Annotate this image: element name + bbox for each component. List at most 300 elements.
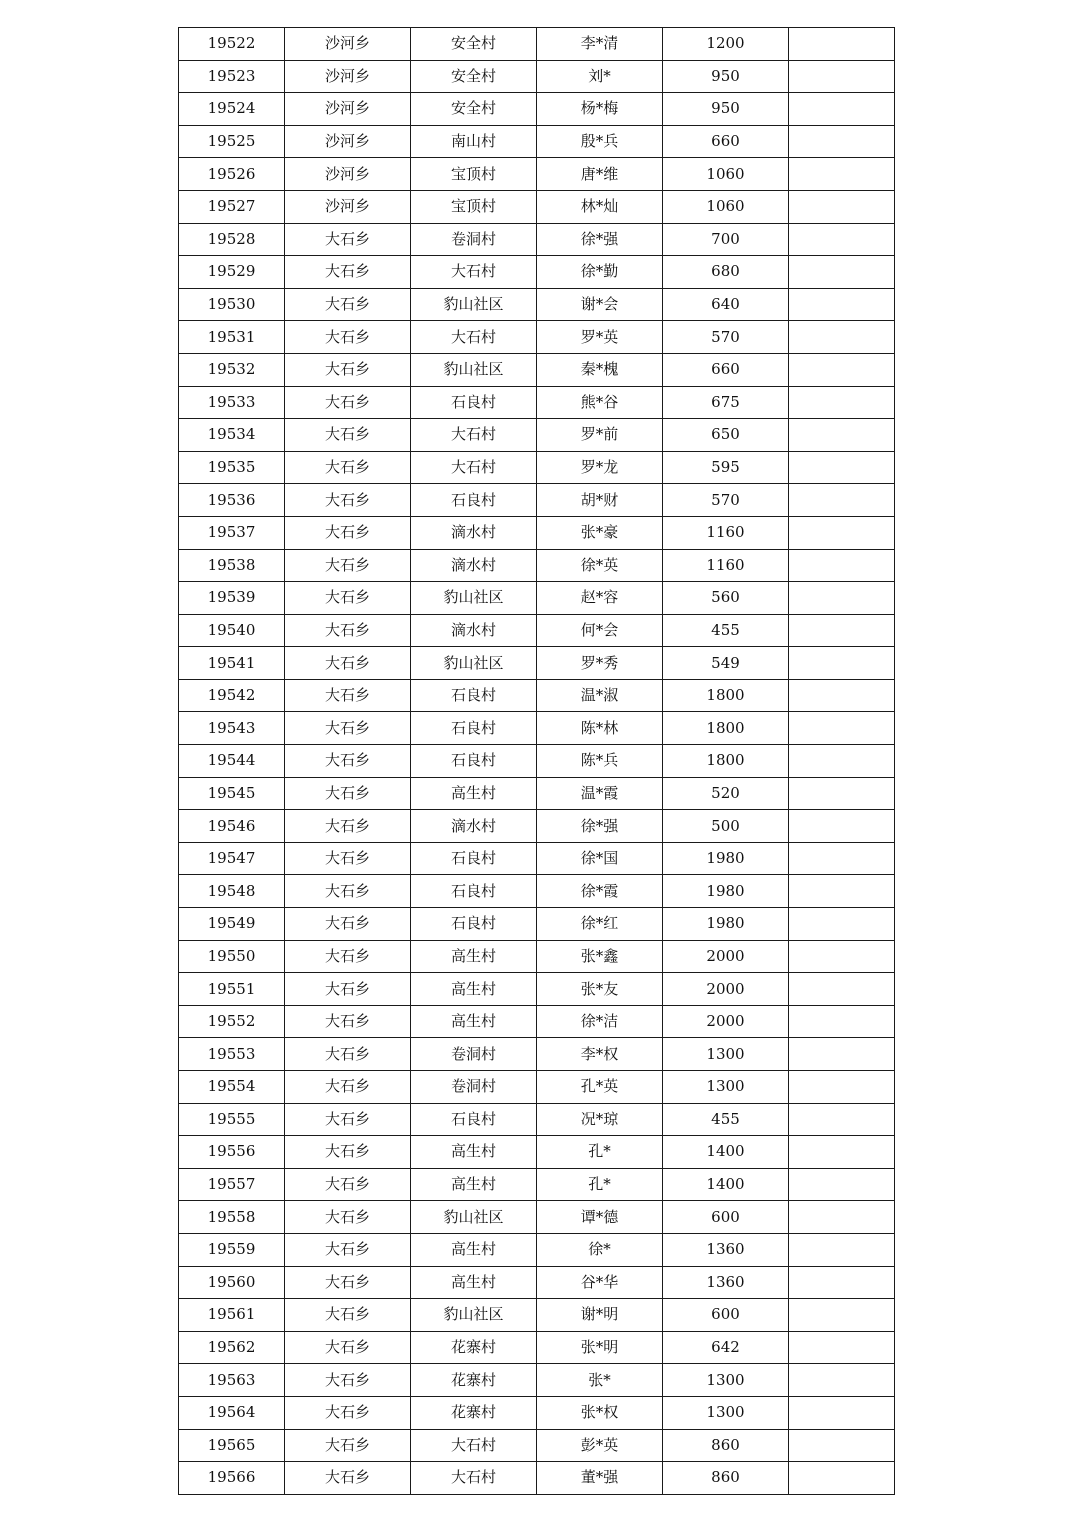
village-cell: 石良村 bbox=[411, 875, 537, 908]
name-cell: 杨*梅 bbox=[537, 93, 663, 126]
table-row bbox=[179, 745, 895, 778]
village-cell: 安全村 bbox=[411, 60, 537, 93]
serial-number-cell: 19553 bbox=[179, 1038, 285, 1071]
village-cell: 花寨村 bbox=[411, 1396, 537, 1429]
table-row bbox=[179, 353, 895, 386]
name-cell: 谢*明 bbox=[537, 1299, 663, 1332]
amount-cell: 1300 bbox=[663, 1038, 789, 1071]
amount-cell: 570 bbox=[663, 321, 789, 354]
amount-cell: 1160 bbox=[663, 516, 789, 549]
name-cell: 孔* bbox=[537, 1168, 663, 1201]
township-cell: 沙河乡 bbox=[285, 125, 411, 158]
table-row bbox=[179, 679, 895, 712]
table-row bbox=[179, 516, 895, 549]
name-cell: 陈*林 bbox=[537, 712, 663, 745]
remark-cell bbox=[789, 614, 895, 647]
amount-cell: 675 bbox=[663, 386, 789, 419]
remark-cell bbox=[789, 190, 895, 223]
name-cell: 张*明 bbox=[537, 1331, 663, 1364]
township-cell: 大石乡 bbox=[285, 1005, 411, 1038]
township-cell: 大石乡 bbox=[285, 1038, 411, 1071]
serial-number-cell: 19542 bbox=[179, 679, 285, 712]
name-cell: 胡*财 bbox=[537, 484, 663, 517]
serial-number-cell: 19563 bbox=[179, 1364, 285, 1397]
amount-cell: 2000 bbox=[663, 940, 789, 973]
serial-number-cell: 19537 bbox=[179, 516, 285, 549]
amount-cell: 2000 bbox=[663, 973, 789, 1006]
name-cell: 殷*兵 bbox=[537, 125, 663, 158]
serial-number-cell: 19562 bbox=[179, 1331, 285, 1364]
name-cell: 何*会 bbox=[537, 614, 663, 647]
table-row bbox=[179, 288, 895, 321]
village-cell: 石良村 bbox=[411, 386, 537, 419]
table-row bbox=[179, 940, 895, 973]
table-row bbox=[179, 842, 895, 875]
table-row bbox=[179, 875, 895, 908]
name-cell: 温*淑 bbox=[537, 679, 663, 712]
serial-number-cell: 19565 bbox=[179, 1429, 285, 1462]
village-cell: 卷洞村 bbox=[411, 1038, 537, 1071]
remark-cell bbox=[789, 745, 895, 778]
remark-cell bbox=[789, 1396, 895, 1429]
township-cell: 大石乡 bbox=[285, 516, 411, 549]
table-row bbox=[179, 908, 895, 941]
table-row bbox=[179, 93, 895, 126]
serial-number-cell: 19528 bbox=[179, 223, 285, 256]
village-cell: 石良村 bbox=[411, 679, 537, 712]
table-body bbox=[179, 28, 895, 1495]
serial-number-cell: 19527 bbox=[179, 190, 285, 223]
remark-cell bbox=[789, 1331, 895, 1364]
remark-cell bbox=[789, 1005, 895, 1038]
table-row bbox=[179, 1103, 895, 1136]
table-row bbox=[179, 419, 895, 452]
serial-number-cell: 19522 bbox=[179, 28, 285, 61]
amount-cell: 1980 bbox=[663, 875, 789, 908]
serial-number-cell: 19543 bbox=[179, 712, 285, 745]
name-cell: 况*琼 bbox=[537, 1103, 663, 1136]
village-cell: 石良村 bbox=[411, 1103, 537, 1136]
village-cell: 高生村 bbox=[411, 973, 537, 1006]
subsidy-list-table bbox=[178, 27, 895, 1495]
remark-cell bbox=[789, 353, 895, 386]
remark-cell bbox=[789, 810, 895, 843]
serial-number-cell: 19525 bbox=[179, 125, 285, 158]
name-cell: 林*灿 bbox=[537, 190, 663, 223]
amount-cell: 1060 bbox=[663, 190, 789, 223]
table-row bbox=[179, 321, 895, 354]
table-row bbox=[179, 614, 895, 647]
amount-cell: 1160 bbox=[663, 549, 789, 582]
village-cell: 卷洞村 bbox=[411, 223, 537, 256]
name-cell: 张*豪 bbox=[537, 516, 663, 549]
remark-cell bbox=[789, 875, 895, 908]
village-cell: 卷洞村 bbox=[411, 1071, 537, 1104]
village-cell: 石良村 bbox=[411, 908, 537, 941]
village-cell: 豹山社区 bbox=[411, 647, 537, 680]
amount-cell: 860 bbox=[663, 1462, 789, 1495]
remark-cell bbox=[789, 516, 895, 549]
remark-cell bbox=[789, 386, 895, 419]
amount-cell: 660 bbox=[663, 125, 789, 158]
table-row bbox=[179, 1038, 895, 1071]
amount-cell: 1980 bbox=[663, 842, 789, 875]
remark-cell bbox=[789, 1103, 895, 1136]
township-cell: 大石乡 bbox=[285, 679, 411, 712]
township-cell: 大石乡 bbox=[285, 353, 411, 386]
township-cell: 大石乡 bbox=[285, 223, 411, 256]
table-row bbox=[179, 1299, 895, 1332]
remark-cell bbox=[789, 712, 895, 745]
name-cell: 徐*强 bbox=[537, 223, 663, 256]
table-row bbox=[179, 582, 895, 615]
remark-cell bbox=[789, 223, 895, 256]
village-cell: 滴水村 bbox=[411, 614, 537, 647]
village-cell: 大石村 bbox=[411, 321, 537, 354]
township-cell: 大石乡 bbox=[285, 842, 411, 875]
remark-cell bbox=[789, 288, 895, 321]
amount-cell: 1060 bbox=[663, 158, 789, 191]
name-cell: 彭*英 bbox=[537, 1429, 663, 1462]
township-cell: 大石乡 bbox=[285, 419, 411, 452]
remark-cell bbox=[789, 158, 895, 191]
township-cell: 大石乡 bbox=[285, 777, 411, 810]
village-cell: 宝顶村 bbox=[411, 158, 537, 191]
remark-cell bbox=[789, 549, 895, 582]
village-cell: 石良村 bbox=[411, 484, 537, 517]
township-cell: 沙河乡 bbox=[285, 28, 411, 61]
amount-cell: 1800 bbox=[663, 712, 789, 745]
township-cell: 大石乡 bbox=[285, 810, 411, 843]
serial-number-cell: 19531 bbox=[179, 321, 285, 354]
amount-cell: 1980 bbox=[663, 908, 789, 941]
village-cell: 南山村 bbox=[411, 125, 537, 158]
serial-number-cell: 19556 bbox=[179, 1136, 285, 1169]
table-row bbox=[179, 386, 895, 419]
serial-number-cell: 19547 bbox=[179, 842, 285, 875]
serial-number-cell: 19541 bbox=[179, 647, 285, 680]
township-cell: 大石乡 bbox=[285, 1396, 411, 1429]
township-cell: 大石乡 bbox=[285, 1331, 411, 1364]
remark-cell bbox=[789, 940, 895, 973]
serial-number-cell: 19532 bbox=[179, 353, 285, 386]
serial-number-cell: 19554 bbox=[179, 1071, 285, 1104]
table-row bbox=[179, 1071, 895, 1104]
remark-cell bbox=[789, 1233, 895, 1266]
village-cell: 大石村 bbox=[411, 1429, 537, 1462]
name-cell: 陈*兵 bbox=[537, 745, 663, 778]
township-cell: 大石乡 bbox=[285, 1462, 411, 1495]
village-cell: 滴水村 bbox=[411, 810, 537, 843]
table-row bbox=[179, 1429, 895, 1462]
name-cell: 秦*槐 bbox=[537, 353, 663, 386]
amount-cell: 642 bbox=[663, 1331, 789, 1364]
village-cell: 花寨村 bbox=[411, 1331, 537, 1364]
serial-number-cell: 19534 bbox=[179, 419, 285, 452]
name-cell: 董*强 bbox=[537, 1462, 663, 1495]
name-cell: 罗*龙 bbox=[537, 451, 663, 484]
table-row bbox=[179, 1168, 895, 1201]
name-cell: 张*鑫 bbox=[537, 940, 663, 973]
village-cell: 滴水村 bbox=[411, 549, 537, 582]
name-cell: 谭*德 bbox=[537, 1201, 663, 1234]
village-cell: 高生村 bbox=[411, 1005, 537, 1038]
serial-number-cell: 19538 bbox=[179, 549, 285, 582]
amount-cell: 700 bbox=[663, 223, 789, 256]
amount-cell: 1300 bbox=[663, 1071, 789, 1104]
amount-cell: 950 bbox=[663, 60, 789, 93]
village-cell: 豹山社区 bbox=[411, 1201, 537, 1234]
serial-number-cell: 19566 bbox=[179, 1462, 285, 1495]
table-row bbox=[179, 810, 895, 843]
table-row bbox=[179, 647, 895, 680]
amount-cell: 2000 bbox=[663, 1005, 789, 1038]
village-cell: 大石村 bbox=[411, 1462, 537, 1495]
township-cell: 大石乡 bbox=[285, 256, 411, 289]
village-cell: 安全村 bbox=[411, 28, 537, 61]
name-cell: 孔* bbox=[537, 1136, 663, 1169]
table-row bbox=[179, 190, 895, 223]
village-cell: 大石村 bbox=[411, 419, 537, 452]
village-cell: 豹山社区 bbox=[411, 582, 537, 615]
amount-cell: 570 bbox=[663, 484, 789, 517]
township-cell: 大石乡 bbox=[285, 1136, 411, 1169]
serial-number-cell: 19552 bbox=[179, 1005, 285, 1038]
remark-cell bbox=[789, 582, 895, 615]
name-cell: 熊*谷 bbox=[537, 386, 663, 419]
table-row bbox=[179, 1331, 895, 1364]
table-row bbox=[179, 1233, 895, 1266]
name-cell: 谷*华 bbox=[537, 1266, 663, 1299]
serial-number-cell: 19536 bbox=[179, 484, 285, 517]
name-cell: 李*清 bbox=[537, 28, 663, 61]
amount-cell: 1800 bbox=[663, 745, 789, 778]
amount-cell: 520 bbox=[663, 777, 789, 810]
serial-number-cell: 19526 bbox=[179, 158, 285, 191]
remark-cell bbox=[789, 125, 895, 158]
township-cell: 大石乡 bbox=[285, 321, 411, 354]
remark-cell bbox=[789, 1462, 895, 1495]
township-cell: 大石乡 bbox=[285, 712, 411, 745]
township-cell: 大石乡 bbox=[285, 582, 411, 615]
name-cell: 罗*前 bbox=[537, 419, 663, 452]
amount-cell: 600 bbox=[663, 1299, 789, 1332]
serial-number-cell: 19551 bbox=[179, 973, 285, 1006]
remark-cell bbox=[789, 28, 895, 61]
name-cell: 李*权 bbox=[537, 1038, 663, 1071]
name-cell: 罗*英 bbox=[537, 321, 663, 354]
township-cell: 大石乡 bbox=[285, 549, 411, 582]
name-cell: 温*霞 bbox=[537, 777, 663, 810]
township-cell: 沙河乡 bbox=[285, 93, 411, 126]
serial-number-cell: 19544 bbox=[179, 745, 285, 778]
township-cell: 大石乡 bbox=[285, 1168, 411, 1201]
serial-number-cell: 19559 bbox=[179, 1233, 285, 1266]
remark-cell bbox=[789, 256, 895, 289]
township-cell: 大石乡 bbox=[285, 1364, 411, 1397]
amount-cell: 1360 bbox=[663, 1266, 789, 1299]
remark-cell bbox=[789, 1201, 895, 1234]
serial-number-cell: 19523 bbox=[179, 60, 285, 93]
table-row bbox=[179, 451, 895, 484]
table-row bbox=[179, 549, 895, 582]
serial-number-cell: 19540 bbox=[179, 614, 285, 647]
name-cell: 谢*会 bbox=[537, 288, 663, 321]
serial-number-cell: 19539 bbox=[179, 582, 285, 615]
remark-cell bbox=[789, 1429, 895, 1462]
name-cell: 徐*霞 bbox=[537, 875, 663, 908]
township-cell: 大石乡 bbox=[285, 484, 411, 517]
remark-cell bbox=[789, 1266, 895, 1299]
remark-cell bbox=[789, 93, 895, 126]
serial-number-cell: 19561 bbox=[179, 1299, 285, 1332]
serial-number-cell: 19550 bbox=[179, 940, 285, 973]
remark-cell bbox=[789, 647, 895, 680]
amount-cell: 660 bbox=[663, 353, 789, 386]
village-cell: 高生村 bbox=[411, 1168, 537, 1201]
serial-number-cell: 19545 bbox=[179, 777, 285, 810]
serial-number-cell: 19524 bbox=[179, 93, 285, 126]
amount-cell: 860 bbox=[663, 1429, 789, 1462]
table-row bbox=[179, 1005, 895, 1038]
table-row bbox=[179, 1396, 895, 1429]
amount-cell: 1300 bbox=[663, 1396, 789, 1429]
township-cell: 大石乡 bbox=[285, 745, 411, 778]
township-cell: 大石乡 bbox=[285, 1429, 411, 1462]
serial-number-cell: 19535 bbox=[179, 451, 285, 484]
amount-cell: 1360 bbox=[663, 1233, 789, 1266]
name-cell: 孔*英 bbox=[537, 1071, 663, 1104]
remark-cell bbox=[789, 1071, 895, 1104]
village-cell: 石良村 bbox=[411, 842, 537, 875]
village-cell: 石良村 bbox=[411, 712, 537, 745]
serial-number-cell: 19529 bbox=[179, 256, 285, 289]
remark-cell bbox=[789, 60, 895, 93]
name-cell: 徐* bbox=[537, 1233, 663, 1266]
village-cell: 大石村 bbox=[411, 256, 537, 289]
name-cell: 唐*维 bbox=[537, 158, 663, 191]
amount-cell: 595 bbox=[663, 451, 789, 484]
name-cell: 徐*洁 bbox=[537, 1005, 663, 1038]
village-cell: 豹山社区 bbox=[411, 353, 537, 386]
serial-number-cell: 19546 bbox=[179, 810, 285, 843]
remark-cell bbox=[789, 1364, 895, 1397]
village-cell: 豹山社区 bbox=[411, 1299, 537, 1332]
table-row bbox=[179, 973, 895, 1006]
remark-cell bbox=[789, 842, 895, 875]
township-cell: 沙河乡 bbox=[285, 60, 411, 93]
amount-cell: 600 bbox=[663, 1201, 789, 1234]
serial-number-cell: 19555 bbox=[179, 1103, 285, 1136]
township-cell: 大石乡 bbox=[285, 386, 411, 419]
village-cell: 安全村 bbox=[411, 93, 537, 126]
remark-cell bbox=[789, 1299, 895, 1332]
serial-number-cell: 19549 bbox=[179, 908, 285, 941]
amount-cell: 1300 bbox=[663, 1364, 789, 1397]
serial-number-cell: 19557 bbox=[179, 1168, 285, 1201]
name-cell: 徐*国 bbox=[537, 842, 663, 875]
amount-cell: 650 bbox=[663, 419, 789, 452]
remark-cell bbox=[789, 321, 895, 354]
amount-cell: 560 bbox=[663, 582, 789, 615]
table-row bbox=[179, 1201, 895, 1234]
document-table-container bbox=[178, 27, 894, 1495]
serial-number-cell: 19558 bbox=[179, 1201, 285, 1234]
remark-cell bbox=[789, 1168, 895, 1201]
name-cell: 罗*秀 bbox=[537, 647, 663, 680]
name-cell: 张* bbox=[537, 1364, 663, 1397]
township-cell: 大石乡 bbox=[285, 1201, 411, 1234]
village-cell: 高生村 bbox=[411, 1233, 537, 1266]
amount-cell: 640 bbox=[663, 288, 789, 321]
township-cell: 大石乡 bbox=[285, 451, 411, 484]
table-row bbox=[179, 777, 895, 810]
township-cell: 大石乡 bbox=[285, 1103, 411, 1136]
township-cell: 大石乡 bbox=[285, 973, 411, 1006]
table-row bbox=[179, 712, 895, 745]
village-cell: 豹山社区 bbox=[411, 288, 537, 321]
table-row bbox=[179, 158, 895, 191]
amount-cell: 1400 bbox=[663, 1168, 789, 1201]
village-cell: 高生村 bbox=[411, 1136, 537, 1169]
township-cell: 沙河乡 bbox=[285, 158, 411, 191]
remark-cell bbox=[789, 484, 895, 517]
amount-cell: 1400 bbox=[663, 1136, 789, 1169]
serial-number-cell: 19548 bbox=[179, 875, 285, 908]
village-cell: 宝顶村 bbox=[411, 190, 537, 223]
amount-cell: 455 bbox=[663, 1103, 789, 1136]
township-cell: 沙河乡 bbox=[285, 190, 411, 223]
table-row bbox=[179, 28, 895, 61]
village-cell: 滴水村 bbox=[411, 516, 537, 549]
name-cell: 张*权 bbox=[537, 1396, 663, 1429]
remark-cell bbox=[789, 1136, 895, 1169]
table-row bbox=[179, 125, 895, 158]
village-cell: 石良村 bbox=[411, 745, 537, 778]
table-row bbox=[179, 1266, 895, 1299]
amount-cell: 1800 bbox=[663, 679, 789, 712]
amount-cell: 549 bbox=[663, 647, 789, 680]
name-cell: 张*友 bbox=[537, 973, 663, 1006]
amount-cell: 680 bbox=[663, 256, 789, 289]
village-cell: 花寨村 bbox=[411, 1364, 537, 1397]
township-cell: 大石乡 bbox=[285, 647, 411, 680]
amount-cell: 500 bbox=[663, 810, 789, 843]
village-cell: 大石村 bbox=[411, 451, 537, 484]
remark-cell bbox=[789, 777, 895, 810]
serial-number-cell: 19564 bbox=[179, 1396, 285, 1429]
remark-cell bbox=[789, 973, 895, 1006]
village-cell: 高生村 bbox=[411, 940, 537, 973]
name-cell: 徐*英 bbox=[537, 549, 663, 582]
serial-number-cell: 19560 bbox=[179, 1266, 285, 1299]
township-cell: 大石乡 bbox=[285, 614, 411, 647]
remark-cell bbox=[789, 679, 895, 712]
remark-cell bbox=[789, 419, 895, 452]
township-cell: 大石乡 bbox=[285, 940, 411, 973]
township-cell: 大石乡 bbox=[285, 1299, 411, 1332]
remark-cell bbox=[789, 451, 895, 484]
name-cell: 赵*容 bbox=[537, 582, 663, 615]
township-cell: 大石乡 bbox=[285, 875, 411, 908]
serial-number-cell: 19530 bbox=[179, 288, 285, 321]
township-cell: 大石乡 bbox=[285, 1233, 411, 1266]
remark-cell bbox=[789, 908, 895, 941]
amount-cell: 950 bbox=[663, 93, 789, 126]
table-row bbox=[179, 1462, 895, 1495]
name-cell: 刘* bbox=[537, 60, 663, 93]
amount-cell: 455 bbox=[663, 614, 789, 647]
